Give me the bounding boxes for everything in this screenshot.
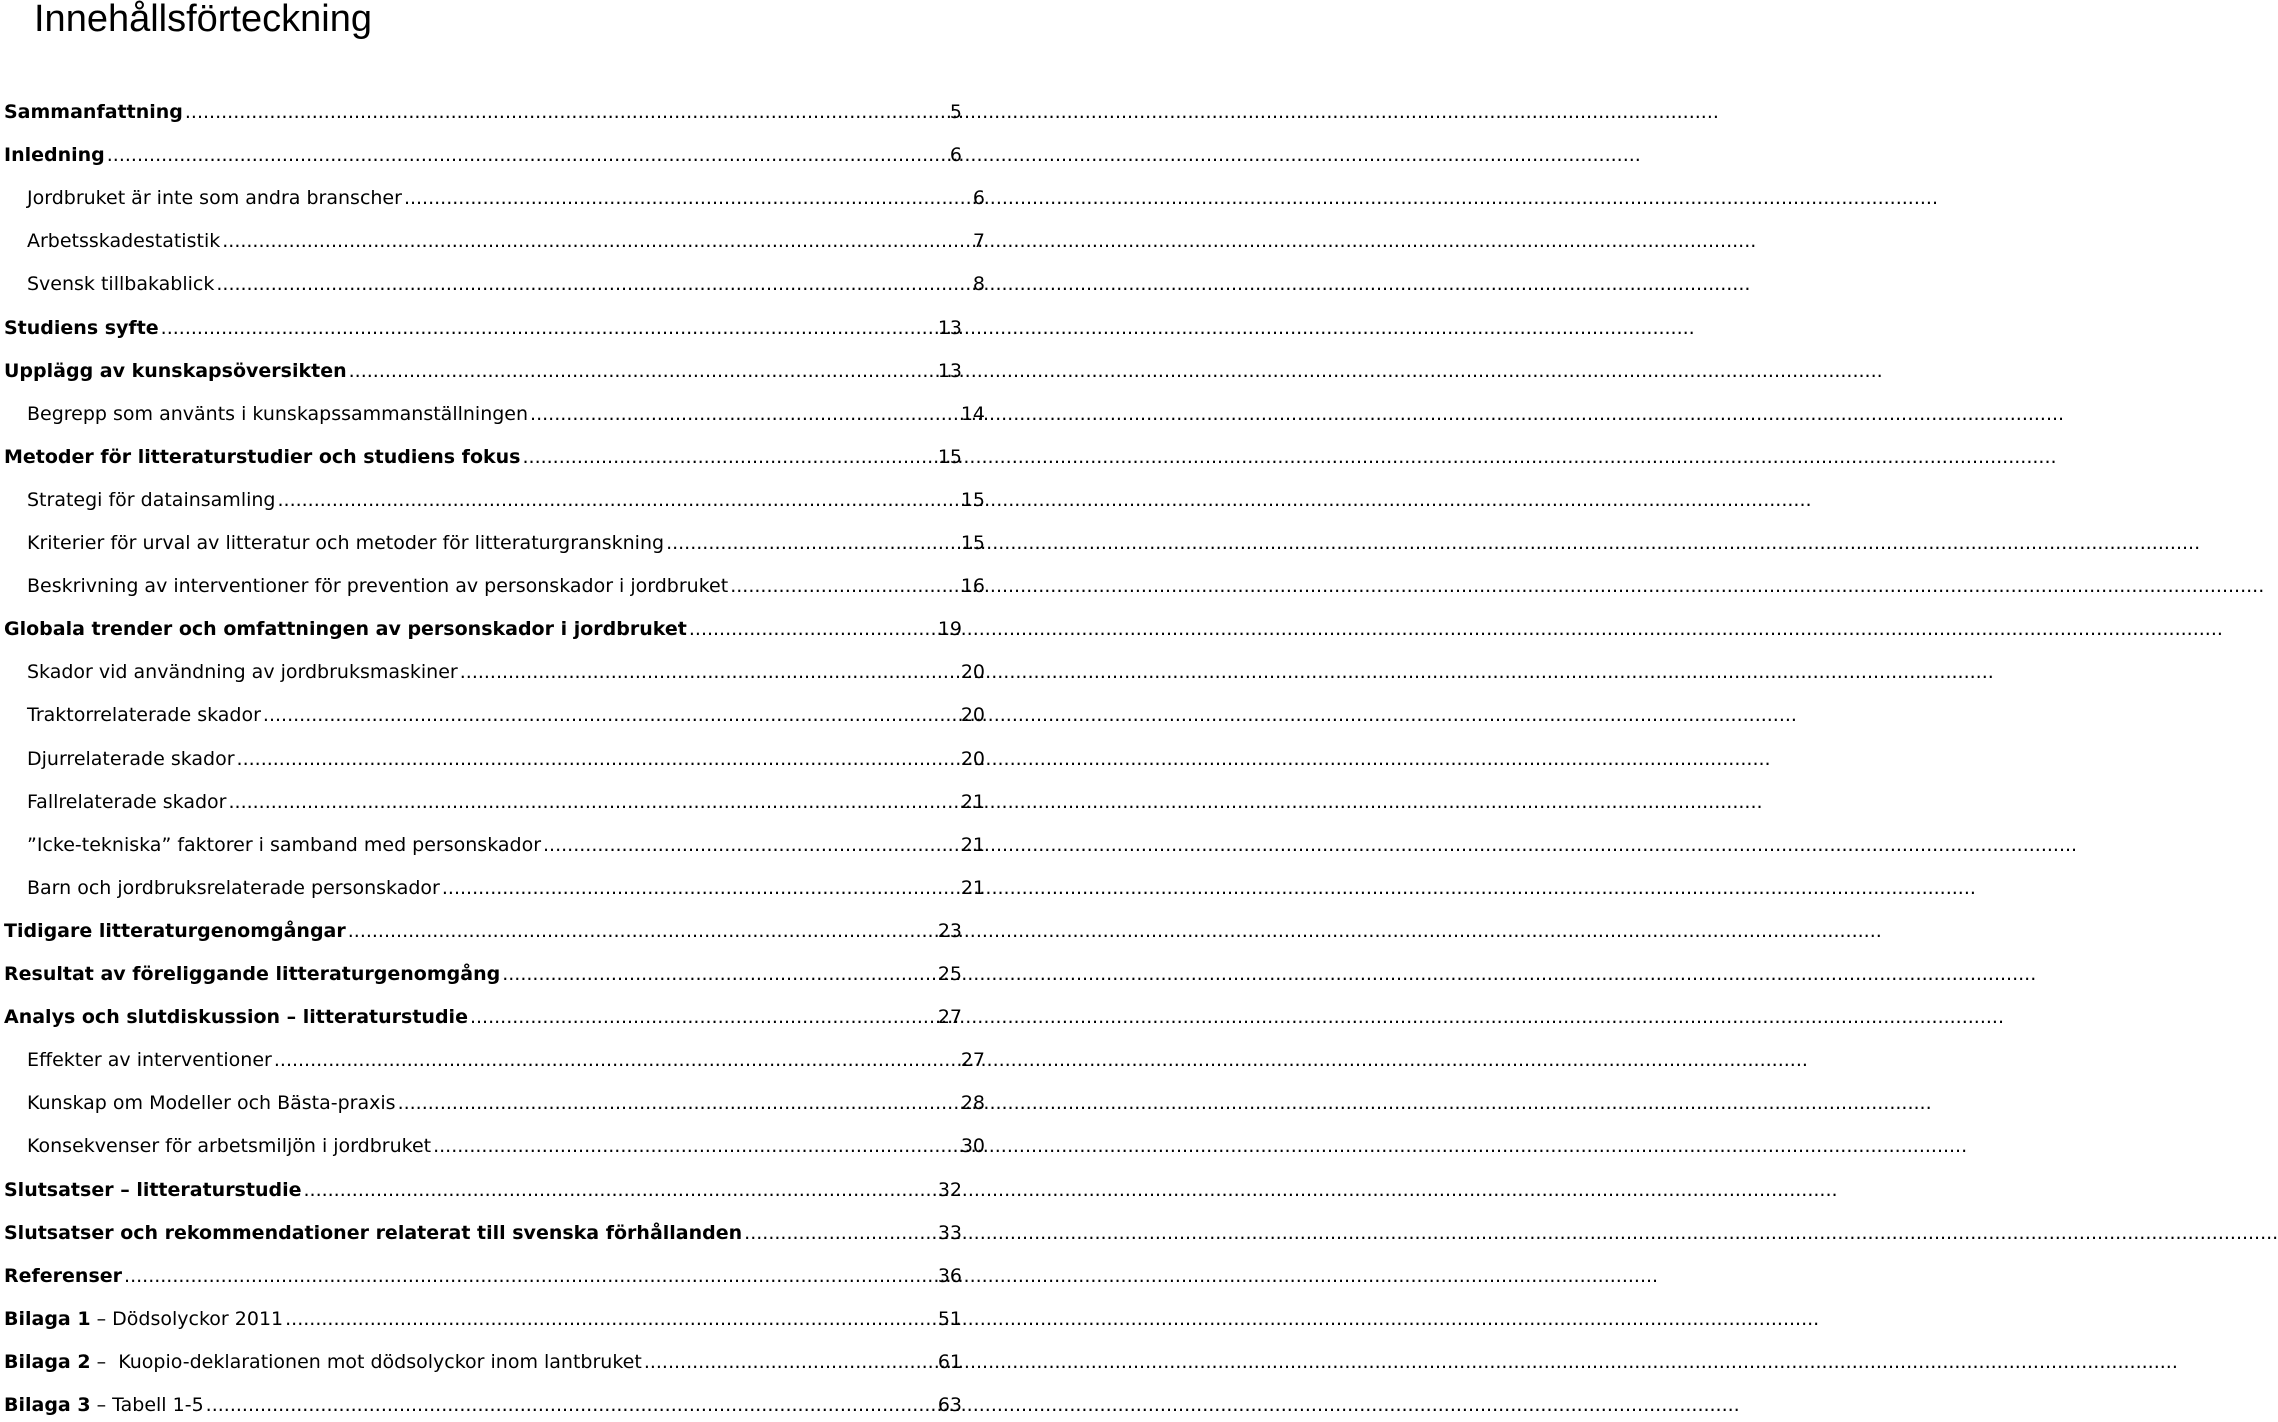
toc-entry-label-part: Globala trender och omfattningen av personskador i jordbruket (4, 618, 687, 641)
toc-entry-label-part: Tidigare litteraturgenomgångar (4, 919, 346, 942)
toc-entry[interactable] (0, 743, 985, 775)
toc-entry-label-part: Konsekvenser för arbetsmiljön i jordbruket (27, 1135, 432, 1158)
dot-leader (470, 1001, 936, 1033)
toc-entry-label (4, 1389, 204, 1421)
toc-entry-page-number: 27 (937, 1006, 962, 1029)
toc-entry-label-part: Studiens syfte (4, 316, 159, 339)
toc-entry[interactable] (0, 1001, 962, 1033)
toc-entry-label (4, 613, 687, 645)
toc-entry-label (4, 1217, 742, 1249)
toc-entry-page-number: 32 (937, 1178, 962, 1201)
toc-entry-page-number: 20 (960, 747, 985, 770)
toc-entry-label-part: Slutsatser och rekommendationer relaterat till svenska förhållanden (4, 1221, 743, 1244)
dot-leader (222, 225, 971, 257)
toc-entry-label (27, 268, 214, 300)
toc-entry-page-number: 6 (972, 187, 985, 210)
toc-entry-page-number: 25 (937, 963, 962, 985)
toc-entry[interactable] (0, 1346, 962, 1378)
dot-leader (644, 1346, 936, 1378)
toc-entry-page-number: 15 (937, 445, 962, 468)
toc-entry[interactable] (0, 268, 985, 300)
toc-entry[interactable] (0, 1303, 962, 1335)
toc-entry-label-part: Referenser (4, 1264, 123, 1287)
toc-entry-label (27, 1044, 272, 1076)
dot-leader (666, 527, 959, 559)
toc-entry[interactable] (0, 915, 962, 947)
toc-entry-label-part: Slutsatser – litteraturstudie (4, 1178, 302, 1201)
toc-entry-page-number: 21 (960, 790, 985, 813)
dot-leader (237, 743, 959, 775)
toc-entry-label (4, 1260, 122, 1292)
toc-entry-page-number: 20 (960, 661, 985, 684)
toc-entry-label (4, 1303, 283, 1335)
toc-entry[interactable] (0, 182, 985, 214)
toc-entry-label-part: Upplägg av kunskapsöversikten (4, 359, 347, 382)
toc-entry-label-part: – Tabell 1-5 (90, 1394, 204, 1416)
dot-leader (185, 96, 948, 128)
dot-leader (522, 441, 935, 473)
toc-entry-page-number: 27 (960, 1049, 985, 1072)
toc-entry-label-part: Metoder för litteraturstudier och studiens fokus (4, 445, 521, 468)
toc-entry[interactable] (0, 1087, 985, 1119)
toc-entry-label (4, 915, 346, 947)
toc-entry-label-part: Bilaga 3 (4, 1394, 91, 1416)
toc-entry-label-part: Strategi för datainsamling (27, 488, 276, 511)
toc-entry-label (4, 1174, 301, 1206)
toc-entry[interactable] (0, 958, 962, 990)
toc-entry[interactable] (0, 829, 985, 861)
toc-entry[interactable] (0, 312, 962, 344)
toc-entry-label-part: Traktorrelaterade skador (27, 704, 261, 727)
dot-leader (263, 699, 959, 731)
toc-entry-label-part: Kriterier för urval av litteratur och metoder för litteraturgranskning (27, 532, 665, 554)
toc-entry-label (27, 656, 458, 688)
toc-entry[interactable] (0, 527, 985, 559)
toc-entry[interactable] (0, 398, 985, 430)
toc-entry-page-number: 23 (937, 919, 962, 942)
toc-entry[interactable] (0, 1044, 985, 1076)
toc-entry-label (4, 96, 183, 128)
dot-leader (124, 1260, 936, 1292)
toc-entry-label-part: Begrepp som använts i kunskapssammanställningen (27, 402, 529, 425)
toc-entry-label (27, 527, 664, 559)
toc-entry[interactable] (0, 613, 962, 645)
dot-leader (730, 570, 959, 602)
toc-entry-page-number: 33 (937, 1221, 962, 1244)
toc-entry-label (4, 355, 347, 387)
toc-entry-label-part: Sammanfattning (4, 101, 183, 123)
toc-entry-label (4, 139, 105, 171)
dot-leader (285, 1303, 936, 1335)
toc-entry-page-number: 16 (960, 575, 985, 598)
toc-entry-label (4, 312, 159, 344)
toc-entry-label (27, 225, 220, 257)
toc-entry-page-number: 13 (937, 359, 962, 382)
toc-entry-page-number: 21 (960, 876, 985, 899)
toc-entry-page-number: 30 (960, 1135, 985, 1158)
toc-entry-label-part: Bilaga 2 (4, 1350, 91, 1373)
toc-entry-label (27, 1087, 396, 1119)
toc-entry[interactable] (0, 139, 962, 171)
toc-entry-label-part: Inledning (4, 144, 105, 167)
dot-leader (277, 484, 958, 516)
toc-entry-label-part: Analys och slutdiskussion – litteraturstudie (4, 1006, 468, 1029)
toc-entry-page-number: 15 (960, 532, 985, 554)
toc-entry-label-part: – Dödsolyckor 2011 (90, 1307, 284, 1330)
toc-entry-page-number: 21 (960, 833, 985, 856)
toc-entry-page-number: 36 (937, 1264, 962, 1287)
dot-leader (303, 1174, 935, 1206)
toc-entry-page-number: 8 (972, 273, 985, 296)
dot-leader (349, 355, 936, 387)
toc-entry[interactable] (0, 1389, 962, 1421)
toc-entry-label-part: Beskrivning av interventioner för prevention av personskador i jordbruket (27, 575, 729, 598)
dot-leader (502, 958, 936, 990)
toc-entry[interactable] (0, 484, 985, 516)
toc-entry-label (27, 398, 528, 430)
toc-entry-page-number: 15 (960, 488, 985, 511)
toc-entry-label-part: Effekter av interventioner (27, 1049, 272, 1072)
toc-entry-page-number: 14 (960, 402, 985, 425)
dot-leader (228, 786, 958, 818)
dot-leader (274, 1044, 959, 1076)
toc-entry-label (4, 1001, 468, 1033)
toc-entry-page-number: 5 (949, 101, 962, 123)
toc-entry[interactable] (0, 441, 962, 473)
toc-entry-label (27, 182, 402, 214)
toc-entry-page-number: 28 (960, 1092, 985, 1115)
toc-entry-label (4, 958, 500, 990)
toc-entry-label-part: – Kuopio-deklarationen mot dödsolyckor inom lantbruket (90, 1350, 642, 1373)
toc-entry-page-number: 20 (960, 704, 985, 727)
toc-entry-label-part: Bilaga 1 (4, 1307, 91, 1330)
toc-entry-label (27, 484, 275, 516)
toc-entry-page-number: 51 (937, 1307, 962, 1330)
dot-leader (433, 1130, 959, 1162)
toc-entry-label (27, 829, 541, 861)
dot-leader (543, 829, 959, 861)
toc-entry-page-number: 7 (972, 230, 985, 253)
dot-leader (206, 1389, 936, 1421)
toc-entry[interactable] (0, 1260, 962, 1292)
toc-entry[interactable] (0, 656, 985, 688)
toc-entry-label (27, 1130, 431, 1162)
toc-entry-label-part: ”Icke-tekniska” faktorer i samband med personskador (27, 833, 542, 856)
toc-entry-label-part: Arbetsskadestatistik (27, 230, 221, 253)
page-title: Innehållsförteckning (34, 0, 372, 40)
toc-entry-page-number: 6 (949, 144, 962, 167)
toc-entry-label-part: Jordbruket är inte som andra branscher (27, 187, 402, 210)
toc-entry-label-part: Skador vid användning av jordbruksmaskiner (27, 661, 458, 684)
toc-entry-page-number: 19 (937, 618, 962, 641)
toc-entry-label-part: Svensk tillbakablick (27, 273, 215, 296)
toc-entry-page-number: 13 (937, 316, 962, 339)
dot-leader (216, 268, 971, 300)
toc-entry[interactable] (0, 786, 985, 818)
toc-entry[interactable] (0, 225, 985, 257)
toc-entry-label (4, 1346, 642, 1378)
toc-entry-label (27, 872, 440, 904)
dot-leader (398, 1087, 959, 1119)
dot-leader (404, 182, 971, 214)
toc-entry-label (27, 570, 728, 602)
dot-leader (460, 656, 959, 688)
toc-entry-label (4, 441, 520, 473)
toc-entry-label-part: Barn och jordbruksrelaterade personskador (27, 876, 440, 899)
dot-leader (530, 398, 959, 430)
dot-leader (348, 915, 936, 947)
toc-entry[interactable] (0, 1217, 962, 1249)
toc-entry[interactable] (0, 355, 962, 387)
toc-entry-label (27, 699, 261, 731)
toc-entry[interactable] (0, 872, 985, 904)
toc-entry-label-part: Fallrelaterade skador (27, 790, 227, 813)
toc-entry-page-number: 63 (937, 1394, 962, 1416)
toc-entry[interactable] (0, 1174, 962, 1206)
toc-entry-label-part: Resultat av föreliggande litteraturgenomgång (4, 963, 501, 985)
toc-entry[interactable] (0, 1130, 985, 1162)
toc-entry[interactable] (0, 699, 985, 731)
toc-entry-page-number: 61 (937, 1350, 962, 1373)
toc-entry-label (27, 743, 235, 775)
toc-entry[interactable] (0, 96, 962, 128)
dot-leader (689, 613, 936, 645)
dot-leader (442, 872, 959, 904)
toc-entry-label-part: Kunskap om Modeller och Bästa-praxis (27, 1092, 396, 1115)
toc-entry-label-part: Djurrelaterade skador (27, 747, 235, 770)
toc-entry-label (27, 786, 226, 818)
dot-leader (161, 312, 936, 344)
dot-leader (744, 1217, 936, 1249)
toc-entry[interactable] (0, 570, 985, 602)
dot-leader (107, 139, 948, 171)
